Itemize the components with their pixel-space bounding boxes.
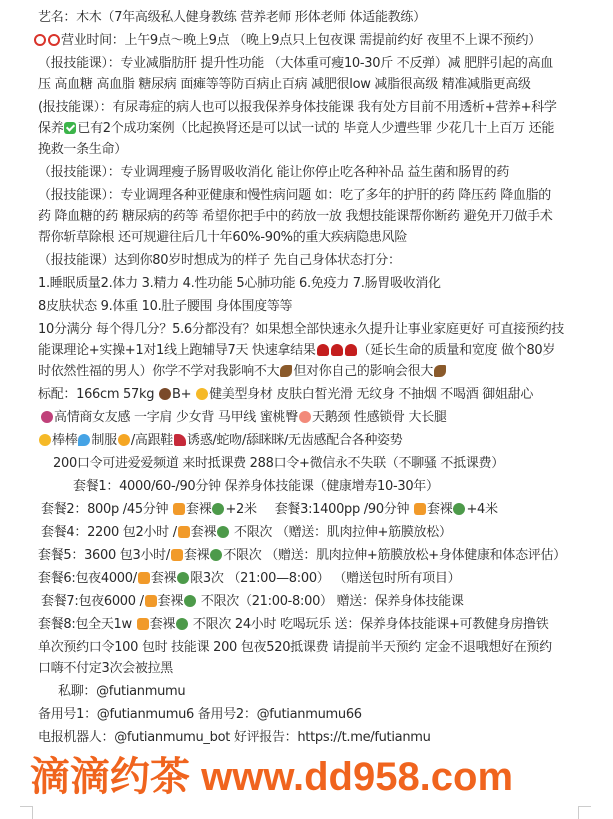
butterfly-icon xyxy=(434,365,446,377)
page-corner-mark xyxy=(20,806,33,819)
text: 套裸 xyxy=(190,525,217,540)
snake-icon xyxy=(176,618,188,630)
backup-accounts: 备用号1：@futianmumu6 备用号2：@futianmumu66 xyxy=(38,707,362,722)
watermark-text: 滴滴约茶 www.dd958.com xyxy=(30,755,514,799)
score-paragraph-end xyxy=(38,362,595,382)
package-8 xyxy=(38,615,595,635)
free-badge-icon xyxy=(173,503,185,515)
text: 制服 xyxy=(91,433,117,448)
text: 套裸 xyxy=(149,617,176,632)
course-chronic-end: 帮你斩草除根 还可规避往后几十年60%-90%的重大疾病隐患风险 xyxy=(38,230,408,245)
text: 高情商女友感 一字肩 少女背 马甲线 蜜桃臀 xyxy=(54,410,298,425)
course-uremia-end: 挽救一条生命） xyxy=(38,142,127,157)
text: 标配：166cm 57kg xyxy=(38,387,159,402)
snake-icon xyxy=(212,503,224,515)
course-fat-loss: （报技能课）：专业减脂肪肝 提升性功能 （大体重可瘦10-30斤 不反弹）减 肥胖引起的高血 xyxy=(38,56,554,71)
text: 套裸 xyxy=(150,571,177,586)
free-badge-icon xyxy=(138,572,150,584)
profile-line-3 xyxy=(38,431,595,451)
private-chat-contact: 私聊：@futianmumu xyxy=(58,684,186,699)
alarm-clock-icon xyxy=(48,34,60,46)
snake-icon xyxy=(210,549,222,561)
page-corner-marks xyxy=(0,804,613,818)
text: B+ xyxy=(172,387,196,402)
business-hours-text: 营业时间：上午9点～晚上9点 （晚上9点只上包夜课 需提前约好 夜里不上课不预约） xyxy=(61,33,541,48)
text: （延长生命的质量和宽度 做个80岁 xyxy=(357,343,556,358)
course-uremia-cont xyxy=(38,119,595,139)
free-badge-icon xyxy=(171,549,183,561)
text: +4米 xyxy=(466,502,498,517)
score-paragraph: 10分满分 每个得几分？5.6分都没有？如果想全部快速永久提升让事业家庭更好 可直接预约技 xyxy=(38,322,564,337)
text: 已有2个成功案例（比起换肾还是可以试一试的 毕竟人少遭些罪 少花几十上百万 还能 xyxy=(77,121,555,136)
rose-icon xyxy=(345,344,357,356)
text: 保养 xyxy=(38,121,64,136)
rose-icon xyxy=(331,344,343,356)
high-heel-icon xyxy=(174,434,186,446)
text: 不限次 （赠送：肌肉拉伸+筋膜放松+身体健康和体态评估） xyxy=(223,548,566,563)
snake-icon xyxy=(184,595,196,607)
package-5 xyxy=(38,546,595,566)
text: 套餐2：800p /45分钟 xyxy=(41,502,173,517)
smiling-hearts-icon xyxy=(118,434,130,446)
password-line: 200口令可进爱爱频道 来时抵课费 288口令+微信永不失联（不聊骚 不抵课费） xyxy=(53,456,504,471)
text: 天鹅颈 性感锁骨 大长腿 xyxy=(311,410,447,425)
snake-icon xyxy=(217,526,229,538)
booking-notice: 单次预约口令100 包时 技能课 200 包夜520抵课费 请提前半天预约 定金不退哦想好在预约 xyxy=(38,640,552,655)
text: 不限次（21:00-8:00） 赠送：保养身体技能课 xyxy=(197,594,464,609)
check-mark-icon xyxy=(64,122,76,134)
text: 套餐3:1400pp /90分钟 xyxy=(274,502,414,517)
course-chronic: （报技能课）：专业调理各种亚健康和慢性病问题 如：吃了多年的护肝的药 降压药 降血脂的 xyxy=(38,188,551,203)
package-1: 套餐1：4000/60-/90分钟 保养身体技能课（健康增寿10-30年） xyxy=(73,479,439,494)
course-fat-loss-cont: 压 高血糖 高血脂 糖尿病 面瘫等等防百病止百病 减肥很low 减脂很高级 精准减脂更高级 xyxy=(38,77,531,92)
alarm-clock-icon xyxy=(34,34,46,46)
profile-line-2 xyxy=(40,408,595,428)
score-list-2: 8皮肤状态 9.体重 10.肚子腰围 身体围度等等 xyxy=(38,299,293,314)
course-uremia: (报技能课）：有尿毒症的病人也可以报我保养身体技能课 我有处方目前不用透析+营养+科学 xyxy=(38,100,557,115)
package-2-3 xyxy=(41,500,595,520)
package-6 xyxy=(38,569,595,589)
free-badge-icon xyxy=(137,618,149,630)
score-paragraph-cont xyxy=(38,341,595,361)
tongue-icon xyxy=(41,411,53,423)
free-badge-icon xyxy=(178,526,190,538)
page-corner-mark xyxy=(578,806,591,819)
rose-icon xyxy=(317,344,329,356)
snake-icon xyxy=(453,503,465,515)
text: /高跟鞋 xyxy=(130,433,173,448)
text: 套餐5：3600 包3小时/ xyxy=(38,548,170,563)
course-chronic-cont: 药 降血糖的药 糖尿病的药等 希望你把手中的药放一放 我想技能课帮你断药 避免开刀做手术 xyxy=(38,209,553,224)
free-badge-icon xyxy=(145,595,157,607)
text: +2米 xyxy=(225,502,257,517)
smiling-face-icon xyxy=(196,388,208,400)
course-age80: （报技能课）达到你80岁时想成为的样子 先自己身体状态打分： xyxy=(38,253,401,268)
text: 棒棒 xyxy=(52,433,78,448)
text: 套餐7:包夜6000 / xyxy=(41,594,144,609)
peach-icon xyxy=(299,411,311,423)
package-7 xyxy=(41,592,595,612)
text: 套餐8:包全天1w xyxy=(38,617,136,632)
text: 健美型身材 皮肤白皙光滑 无纹身 不抽烟 不喝酒 御姐甜心 xyxy=(209,387,534,402)
sweat-drops-icon xyxy=(78,434,90,446)
booking-notice-cont: 口嗨不付定3次会被拉黑 xyxy=(38,661,173,676)
profile-line xyxy=(38,385,595,405)
text: 套裸 xyxy=(183,548,210,563)
text: 但对你自己的影响会很大 xyxy=(293,364,434,379)
business-hours-line xyxy=(33,31,595,51)
text: 不限次 24小时 吃喝玩乐 送：保养身体技能课+可教健身房撸铁 xyxy=(189,617,549,632)
package-4 xyxy=(41,523,595,543)
text: 诱惑/蛇吻/舔眯眯/无齿感配合各种姿势 xyxy=(187,433,403,448)
free-badge-icon xyxy=(414,503,426,515)
grinning-face-icon xyxy=(39,434,51,446)
course-digestion: （报技能课）：专业调理瘦子肠胃吸收消化 能让你停止吃各种补品 益生菌和肠胃的药 xyxy=(38,165,510,180)
text: 限3次 （21:00—8:00） （赠送包时所有项目） xyxy=(190,571,461,586)
butterfly-icon xyxy=(280,365,292,377)
text: 套裸 xyxy=(427,502,453,517)
bear-icon xyxy=(159,388,171,400)
score-list-1: 1.睡眠质量2.体力 3.精力 4.性功能 5心肺功能 6.免疫力 7.肠胃吸收消化 xyxy=(38,276,441,291)
text: 套餐4：2200 包2小时 / xyxy=(41,525,177,540)
snake-icon xyxy=(177,572,189,584)
telegram-bot-line: 电报机器人：@futianmumu_bot 好评报告：https://t.me/futianmu xyxy=(38,730,431,745)
text: 能课理论+实操+1对1线上跑辅导7天 快速拿结果 xyxy=(38,343,316,358)
text: 套裸 xyxy=(157,594,184,609)
text: 套餐6:包夜4000/ xyxy=(38,571,137,586)
stage-name-line: 艺名：木木（7年高级私人健身教练 营养老师 形体老师 体适能教练） xyxy=(38,10,426,25)
text: 时依然性福的男人）你学不学对我影响不大 xyxy=(38,364,280,379)
text: 套裸 xyxy=(186,502,212,517)
text: 不限次 （赠送：肌肉拉伸+筋膜放松） xyxy=(230,525,452,540)
